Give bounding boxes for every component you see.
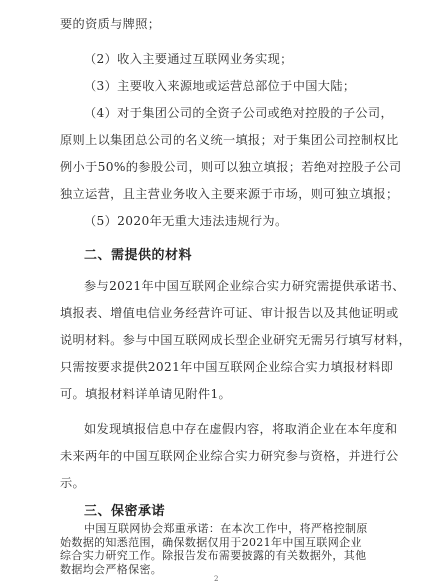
list-item: （5）2020年无重大违法违规行为。 <box>84 214 288 228</box>
paragraph-line: 只需按要求提供2021年中国互联网企业综合实力填报材料即 <box>60 360 394 374</box>
paragraph-line: 如发现填报信息中存在虚假内容，将取消企业在本年度和 <box>84 422 398 436</box>
section-heading-materials: 二、需提供的材料 <box>84 248 193 263</box>
paragraph-line: 填报表、增值电信业务经营许可证、审计报告以及其他证明或 <box>60 306 399 320</box>
paragraph-line: 中国互联网协会郑重承诺：在本次工作中，将严格控制原 <box>84 522 368 535</box>
text-line: 要的资质与牌照； <box>60 17 161 31</box>
section-heading-confidentiality: 三、保密承诺 <box>84 504 166 519</box>
paragraph-line: 综合实力研究工作。除报告发布需要披露的有关数据外，其他 <box>60 549 367 562</box>
paragraph-line: 可。填报材料详单请见附件1。 <box>60 387 232 401</box>
paragraph-line: 未来两年的中国互联网企业综合实力研究参与资格，并进行公 <box>60 449 399 463</box>
list-item: （2）收入主要通过互联网业务实现； <box>84 52 293 66</box>
paragraph-line: 示。 <box>60 476 86 490</box>
paragraph-line: 数据均会严格保密。 <box>60 562 163 576</box>
paragraph-line: 始数据的知悉范围，确保数据仅用于2021年中国互联网企业 <box>60 535 362 549</box>
paragraph-line: 参与2021年中国互联网企业综合实力研究需提供承诺书、 <box>84 279 405 293</box>
text-line: 原则上以集团总公司的名义统一填报；对于集团公司控制权比 <box>60 133 399 147</box>
list-item: （4）对于集团公司的全资子公司或绝对控股的子公司， <box>84 106 394 120</box>
paragraph-line: 说明材料。参与中国互联网成长型企业研究无需另行填写材料， <box>60 333 412 347</box>
text-line: 例小于50%的参股公司，则可以独立填报；若绝对控股子公司 <box>60 160 402 174</box>
text-line: 独立运营，且主营业务收入主要来源于市场，则可独立填报； <box>60 187 399 201</box>
list-item: （3）主要收入来源地或运营总部位于中国大陆； <box>84 79 356 93</box>
page-number: 2 <box>214 575 219 583</box>
